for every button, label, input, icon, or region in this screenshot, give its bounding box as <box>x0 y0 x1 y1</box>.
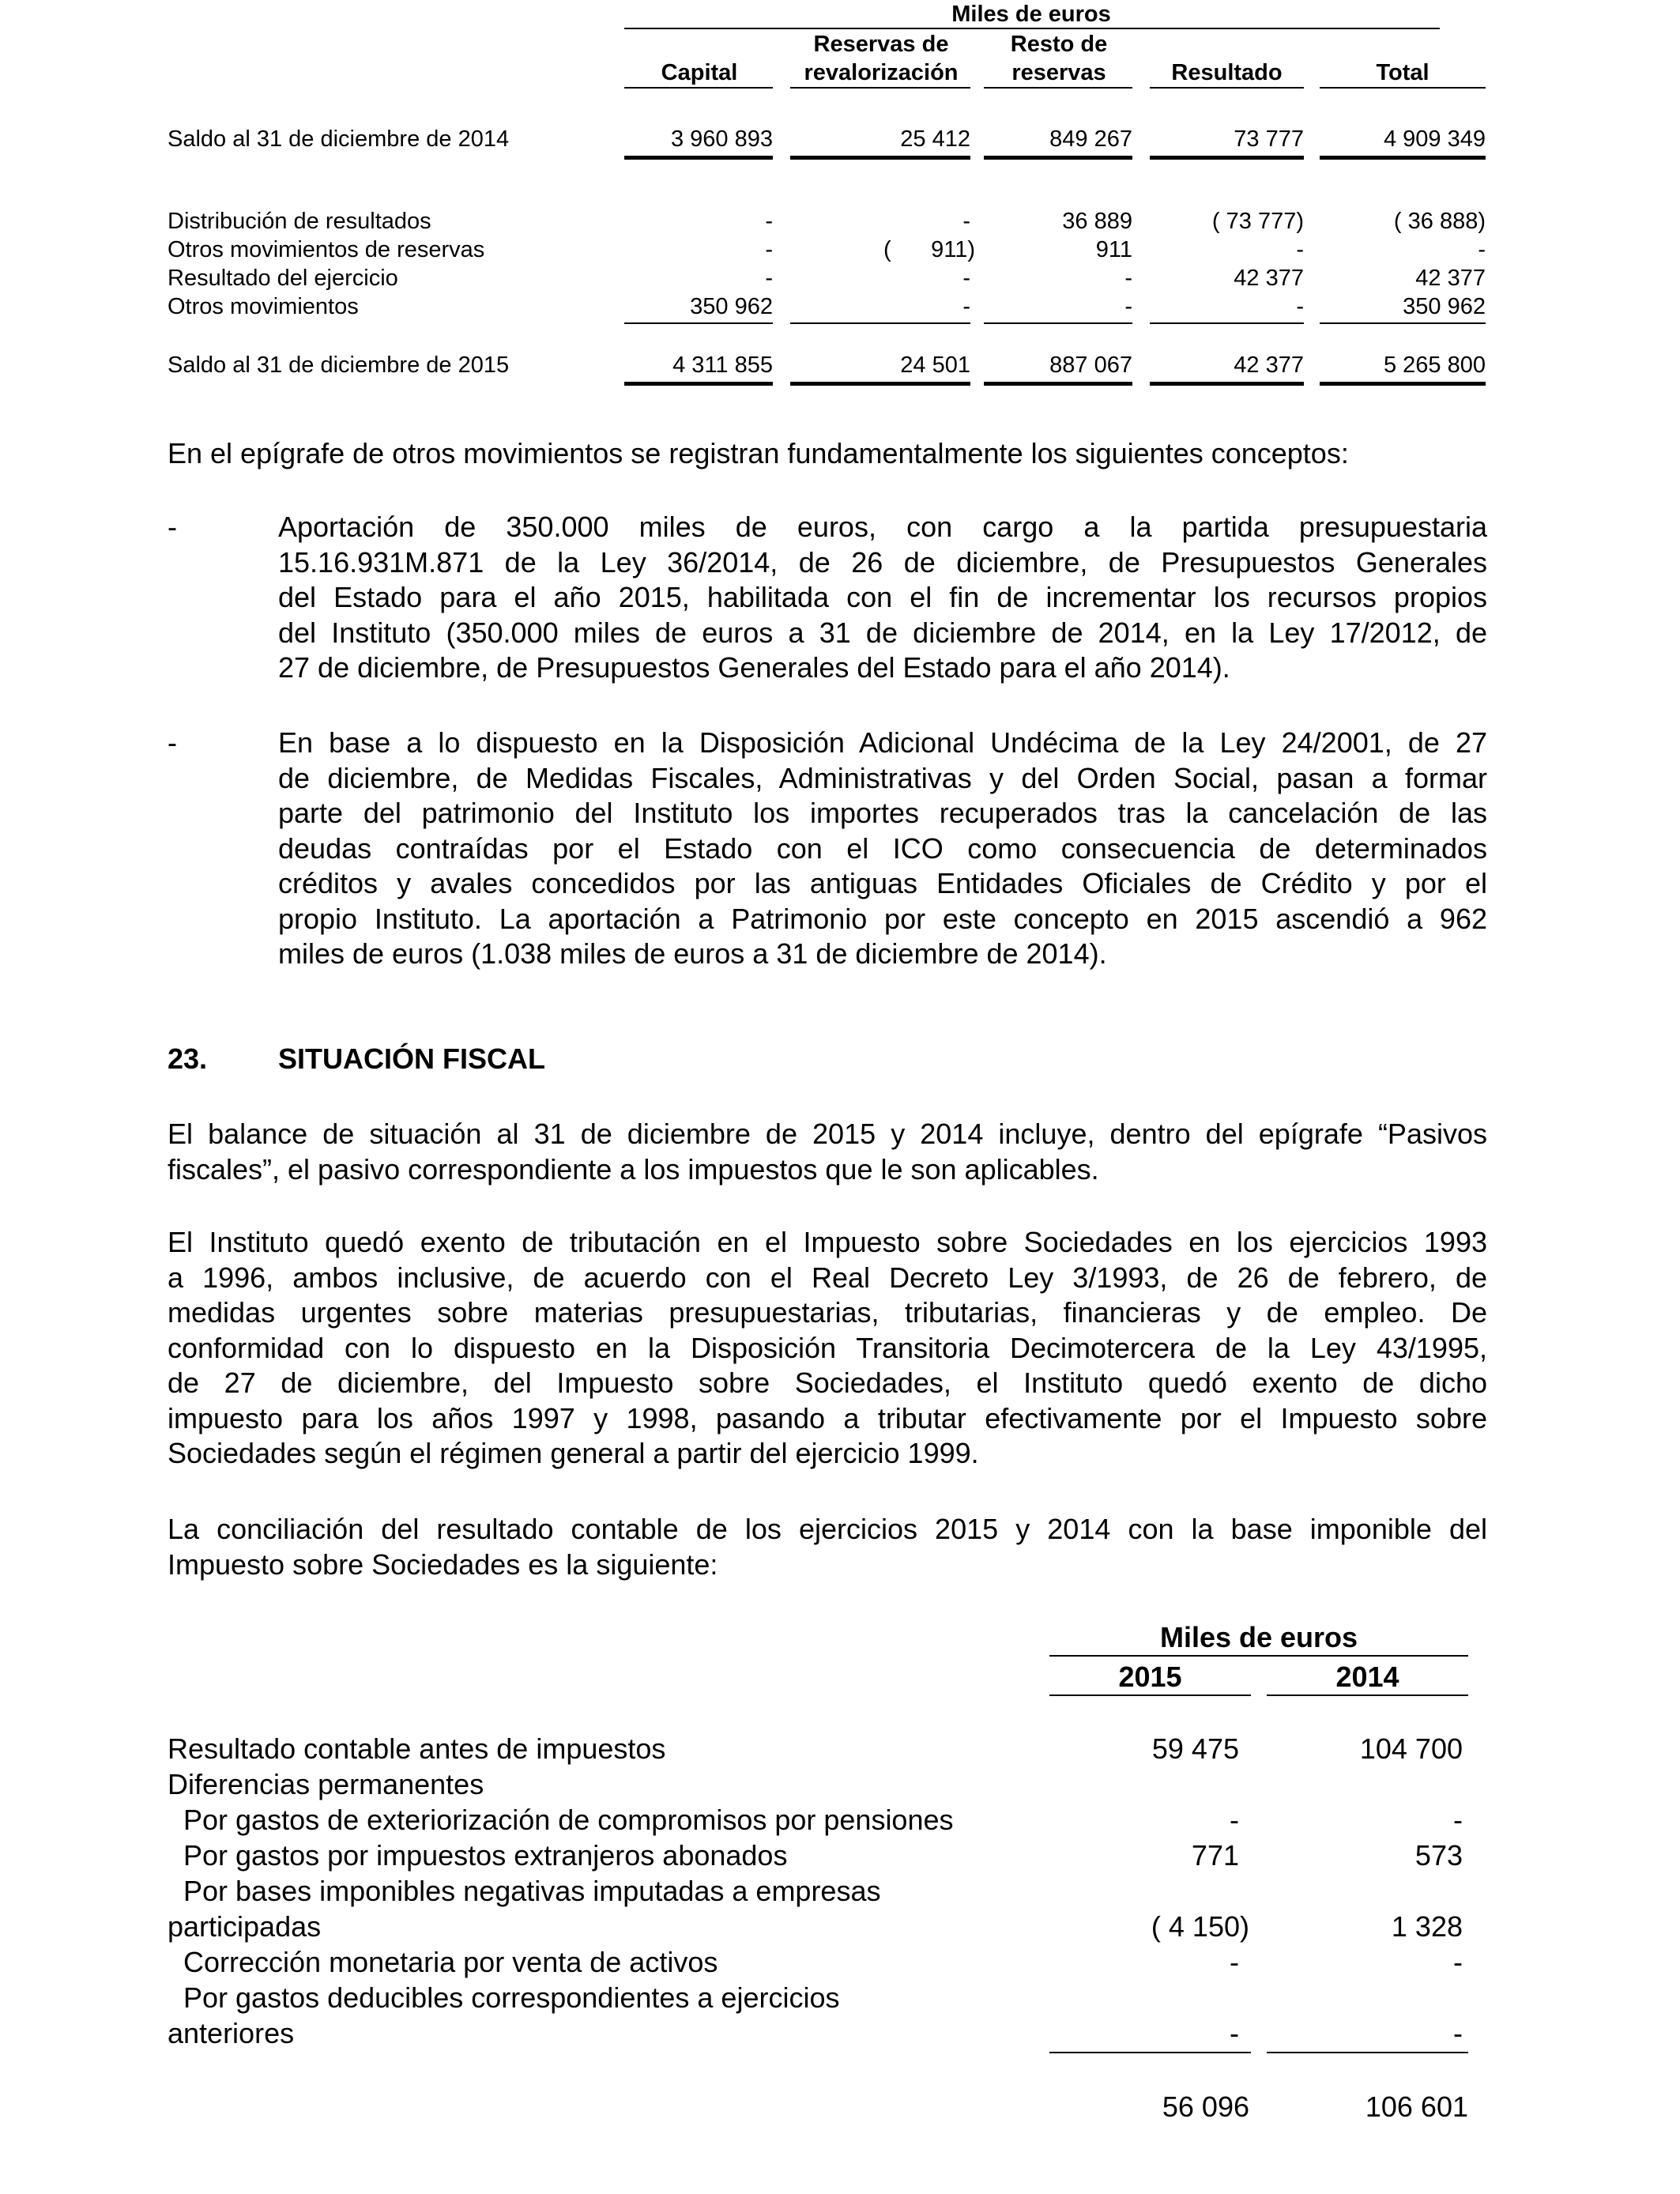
paragraph <box>168 1117 1487 1187</box>
year-2014-header: 2014 <box>1335 1661 1399 1693</box>
total-2014: 106 601 <box>1365 2090 1468 2123</box>
double-rule <box>1150 156 1304 160</box>
double-rule <box>1320 382 1486 386</box>
text-line: El Instituto quedó exento de tributación en el Impuesto sobre Sociedades en los ejercicios 1993 <box>168 1226 1487 1258</box>
col-header-resultado: Resultado <box>1171 60 1283 85</box>
cell: - <box>1296 237 1304 262</box>
row-label: Resultado contable antes de impuestos <box>168 1732 666 1765</box>
col-header-rule <box>1320 87 1486 89</box>
text-line: Sociedades según el régimen general a partir del ejercicio 1999. <box>168 1437 979 1469</box>
text-line: propio Instituto. La aportación a Patrimonio por este concepto en 2015 ascendió a 962 <box>278 902 1487 935</box>
cell: 42 377 <box>1415 266 1486 291</box>
row-label: anteriores <box>168 2017 295 2049</box>
cell: ( 73 777) <box>1211 209 1304 234</box>
col-header-line1: Resto de <box>1010 32 1108 57</box>
cell: ( 36 888) <box>1393 209 1486 234</box>
col-header-rule <box>1150 87 1304 89</box>
year-2015-header: 2015 <box>1118 1661 1182 1693</box>
col-header-rule <box>624 87 773 89</box>
bullet-marker: - <box>168 726 177 759</box>
subtotal-rule <box>624 322 773 324</box>
cell-2015: - <box>1230 1946 1239 1978</box>
text-line: de 27 de diciembre, del Impuesto sobre Sociedades, el Instituto quedó exento de dicho <box>168 1367 1487 1399</box>
cell-2014: 104 700 <box>1359 1732 1463 1765</box>
cell-2014: 1 328 <box>1391 1910 1463 1943</box>
bullet-text <box>278 726 1487 972</box>
cell: 4 311 855 <box>672 352 773 378</box>
text-line: fiscales”, el pasivo correspondiente a los impuestos que le son aplicables. <box>168 1152 1099 1186</box>
cell: - <box>1124 266 1132 291</box>
equity-header-rule <box>624 28 1440 29</box>
row-label: Corrección monetaria por venta de activos <box>168 1946 718 1978</box>
intro-text: En el epígrafe de otros movimientos se registran fundamentalmente los siguientes conceptos: <box>168 437 1349 469</box>
cell: 3 960 893 <box>670 126 773 152</box>
cell-2015: 771 <box>1191 1839 1239 1872</box>
cell-2014: - <box>1453 1946 1463 1978</box>
row-label: Por gastos por impuestos extranjeros abonados <box>168 1839 788 1872</box>
row-label: Diferencias permanentes <box>168 1768 484 1800</box>
subtotal-rule <box>1267 2052 1468 2053</box>
cell: 42 377 <box>1234 352 1304 378</box>
text-line: conformidad con lo dispuesto en la Disposición Transitoria Decimotercera de la Ley 43/1995, <box>168 1331 1487 1364</box>
text-line: de diciembre, de Medidas Fiscales, Administrativas y del Orden Social, pasan a formar <box>278 761 1487 794</box>
text-line: del Estado para el año 2015, habilitada con el fin de incrementar los recursos propios <box>278 581 1487 613</box>
double-rule <box>790 156 970 160</box>
text-line: Aportación de 350.000 miles de euros, con cargo a la partida presupuestaria <box>278 511 1487 543</box>
cell: - <box>1296 294 1304 319</box>
tax-header-rule <box>1049 1655 1468 1657</box>
text-line: La conciliación del resultado contable de los ejercicios 2015 y 2014 con la base imponible del <box>168 1513 1487 1545</box>
cell: - <box>1124 294 1132 319</box>
cell: 911) <box>931 237 975 262</box>
row-label: Otros movimientos de reservas <box>168 237 485 262</box>
text-line: En base a lo dispuesto en la Disposición Adicional Undécima de la Ley 24/2001, de 27 <box>278 726 1487 759</box>
cell: - <box>765 237 773 262</box>
total-2015: 56 096 <box>1162 2090 1249 2123</box>
cell-2015: ( 4 150) <box>1151 1910 1249 1943</box>
row-label: Saldo al 31 de diciembre de 2014 <box>168 126 510 152</box>
cell: 911 <box>1095 237 1132 262</box>
col-header-total: Total <box>1376 60 1430 85</box>
text-line: medidas urgentes sobre materias presupuestarias, tributarias, financieras y de empleo. De <box>168 1296 1487 1329</box>
cell: 5 265 800 <box>1383 352 1486 378</box>
text-line: a 1996, ambos inclusive, de acuerdo con el Real Decreto Ley 3/1993, de 26 de febrero, de <box>168 1261 1487 1294</box>
double-rule <box>624 382 773 386</box>
cell: 350 962 <box>690 294 773 319</box>
cell: 887 067 <box>1049 352 1132 378</box>
cell-2015: - <box>1230 2017 1239 2049</box>
subtotal-rule <box>790 322 970 324</box>
row-label: Resultado del ejercicio <box>168 266 398 291</box>
cell: 36 889 <box>1062 209 1132 234</box>
subtotal-rule <box>1320 322 1486 324</box>
cell: 4 909 349 <box>1383 126 1486 152</box>
row-label: Saldo al 31 de diciembre de 2015 <box>168 352 510 378</box>
double-rule <box>1320 156 1486 160</box>
row-label: Distribución de resultados <box>168 209 431 234</box>
cell: - <box>962 294 970 319</box>
paragraph <box>168 1512 1487 1582</box>
subtotal-rule <box>984 322 1132 324</box>
cell: 849 267 <box>1049 126 1132 152</box>
row-label: Otros movimientos <box>168 294 359 319</box>
equity-group-header: Miles de euros <box>951 2 1111 27</box>
cell-2014: - <box>1453 1804 1463 1836</box>
cell-open-paren: ( <box>883 237 891 262</box>
col-header-reservas-revalorizacion: revalorización <box>804 60 959 85</box>
double-rule <box>624 156 773 160</box>
text-line: 27 de diciembre, de Presupuestos Generales del Estado para el año 2014). <box>278 651 1230 684</box>
bullet-text <box>278 510 1487 686</box>
row-label: participadas <box>168 1910 322 1943</box>
col-header-capital: Capital <box>661 60 738 85</box>
cell-2014: - <box>1453 2017 1463 2049</box>
section-number: 23. <box>168 1042 208 1075</box>
double-rule <box>790 382 970 386</box>
subtotal-rule <box>1150 322 1304 324</box>
double-rule <box>984 156 1132 160</box>
double-rule <box>984 382 1132 386</box>
text-line: créditos y avales concedidos por las antiguas Entidades Oficiales de Crédito y por el <box>278 867 1487 899</box>
cell-2015: 59 475 <box>1151 1732 1239 1765</box>
cell: - <box>765 209 773 234</box>
tax-group-header: Miles de euros <box>1159 1621 1358 1653</box>
year-rule <box>1267 1695 1468 1696</box>
cell: - <box>962 209 970 234</box>
cell: 350 962 <box>1403 294 1486 319</box>
text-line: deudas contraídas por el Estado con el ICO como consecuencia de determinados <box>278 831 1487 865</box>
cell-2015: - <box>1230 1804 1239 1836</box>
col-header-rule <box>790 87 970 89</box>
row-label: Por gastos de exteriorización de compromisos por pensiones <box>168 1804 954 1836</box>
text-line: 15.16.931M.871 de la Ley 36/2014, de 26 de diciembre, de Presupuestos Generales <box>278 545 1487 579</box>
cell: 42 377 <box>1234 266 1304 291</box>
text-line: impuesto para los años 1997 y 1998, pasando a tributar efectivamente por el Impuesto sobre <box>168 1401 1487 1434</box>
row-label: Por gastos deducibles correspondientes a ejercicios <box>168 1981 840 2014</box>
year-rule <box>1049 1695 1251 1696</box>
cell: - <box>962 266 970 291</box>
col-header-line1: Reservas de <box>813 32 949 57</box>
text-line: El balance de situación al 31 de diciembre de 2015 y 2014 incluye, dentro del epígrafe “Pasivos <box>168 1118 1487 1150</box>
text-line: parte del patrimonio del Instituto los importes recuperados tras la cancelación de las <box>278 797 1487 829</box>
bullet-marker: - <box>168 511 177 543</box>
cell-2014: 573 <box>1414 1839 1463 1872</box>
col-header-resto-reservas: reservas <box>1011 60 1106 85</box>
text-line: miles de euros (1.038 miles de euros a 31 de diciembre de 2014). <box>278 937 1107 970</box>
cell: - <box>1478 237 1486 262</box>
double-rule <box>1150 382 1304 386</box>
cell: - <box>765 266 773 291</box>
cell: 73 777 <box>1234 126 1304 152</box>
text-line: Impuesto sobre Sociedades es la siguiente: <box>168 1547 718 1581</box>
row-label: Por bases imponibles negativas imputadas a empresas <box>168 1875 881 1907</box>
cell: 25 412 <box>900 126 970 152</box>
section-title: SITUACIÓN FISCAL <box>278 1042 545 1075</box>
paragraph <box>168 1225 1487 1472</box>
cell: 24 501 <box>900 352 970 378</box>
text-line: del Instituto (350.000 miles de euros a 31 de diciembre de 2014, en la Ley 17/2012, de <box>278 616 1487 649</box>
col-header-rule <box>984 87 1132 89</box>
subtotal-rule <box>1049 2052 1251 2053</box>
